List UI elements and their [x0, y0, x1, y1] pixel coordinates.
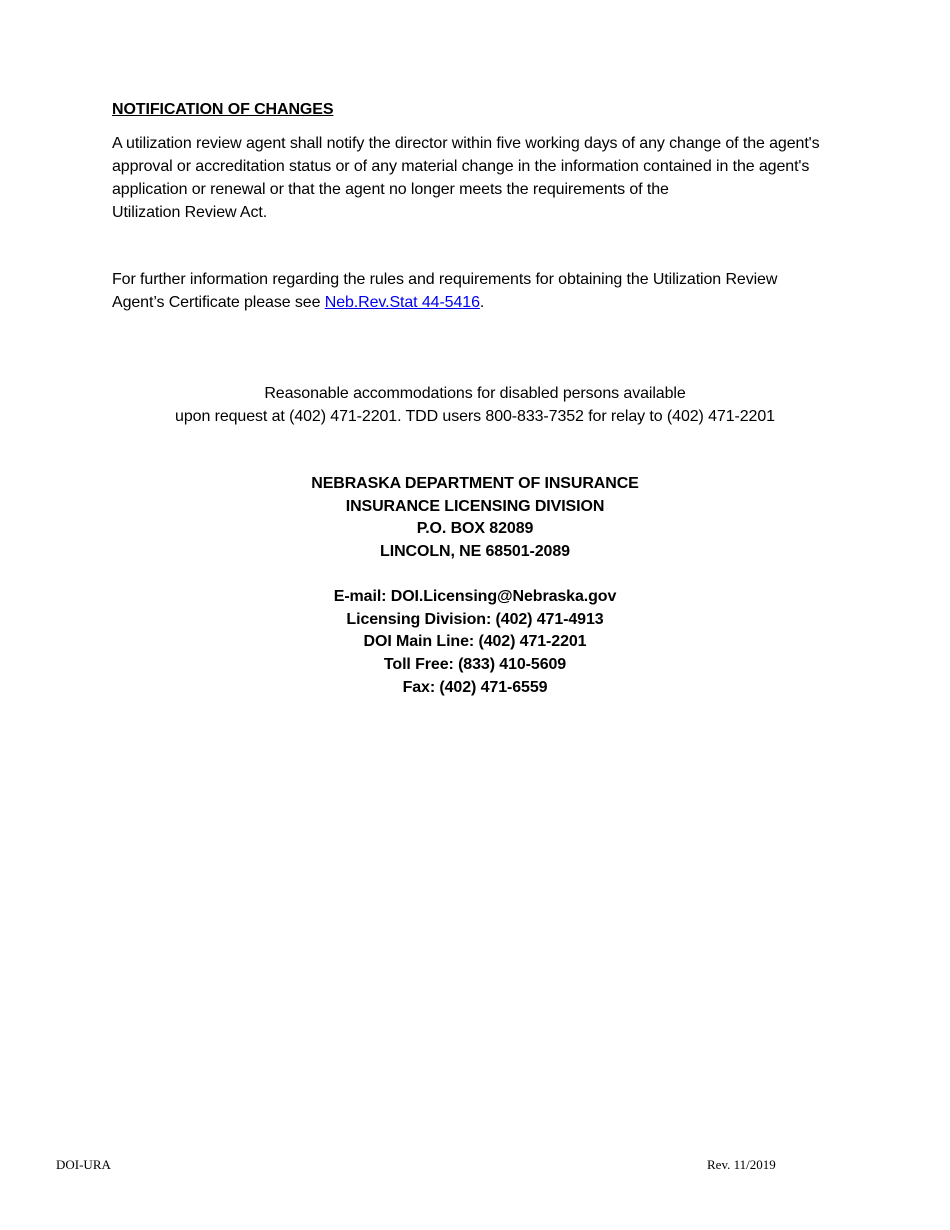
paragraph-line: A utilization review agent shall notify the director within five working days of any change of the agent's: [112, 135, 820, 152]
line-suffix: .: [479, 294, 485, 311]
accommodation-line: upon request at (402) 471-2201. TDD users 800-833-7352 for relay to (402) 471-2201: [175, 408, 775, 425]
org-city: LINCOLN, NE 68501-2089: [380, 543, 570, 561]
paragraph-line: Utilization Review Act.: [112, 204, 268, 221]
contact-info: [0, 586, 950, 700]
section-heading: NOTIFICATION OF CHANGES: [112, 101, 334, 118]
notification-paragraph: [112, 132, 912, 224]
paragraph-line: For further information regarding the rules and requirements for obtaining the Utilization Review: [112, 271, 778, 288]
paragraph-line: application or renewal or that the agent no longer meets the requirements of the: [112, 181, 669, 198]
paragraph-line: approval or accreditation status or of any material change in the information contained in the agent's: [112, 158, 810, 175]
footer-revision: Rev. 11/2019: [707, 1157, 776, 1172]
line-prefix: Agent’s Certificate please see: [112, 294, 325, 311]
paragraph-line: [112, 291, 912, 314]
contact-toll-free: Toll Free: (833) 410-5609: [383, 656, 567, 674]
org-po-box: P.O. BOX 82089: [416, 520, 534, 538]
contact-main-line: DOI Main Line: (402) 471-2201: [363, 633, 587, 651]
contact-licensing-phone: Licensing Division: (402) 471-4913: [346, 610, 604, 628]
further-info-paragraph: [112, 268, 912, 314]
contact-fax: Fax: (402) 471-6559: [402, 678, 548, 696]
footer-form-id: DOI-URA: [56, 1157, 111, 1172]
accommodation-line: Reasonable accommodations for disabled persons available: [264, 385, 686, 402]
accommodation-notice: [0, 382, 950, 428]
organization-address: [0, 473, 950, 564]
statute-link[interactable]: Neb.Rev.Stat 44-5416: [324, 294, 480, 311]
contact-email: E-mail: DOI.Licensing@Nebraska.gov: [333, 588, 617, 605]
org-name: NEBRASKA DEPARTMENT OF INSURANCE: [311, 475, 639, 492]
org-division: INSURANCE LICENSING DIVISION: [345, 497, 605, 515]
